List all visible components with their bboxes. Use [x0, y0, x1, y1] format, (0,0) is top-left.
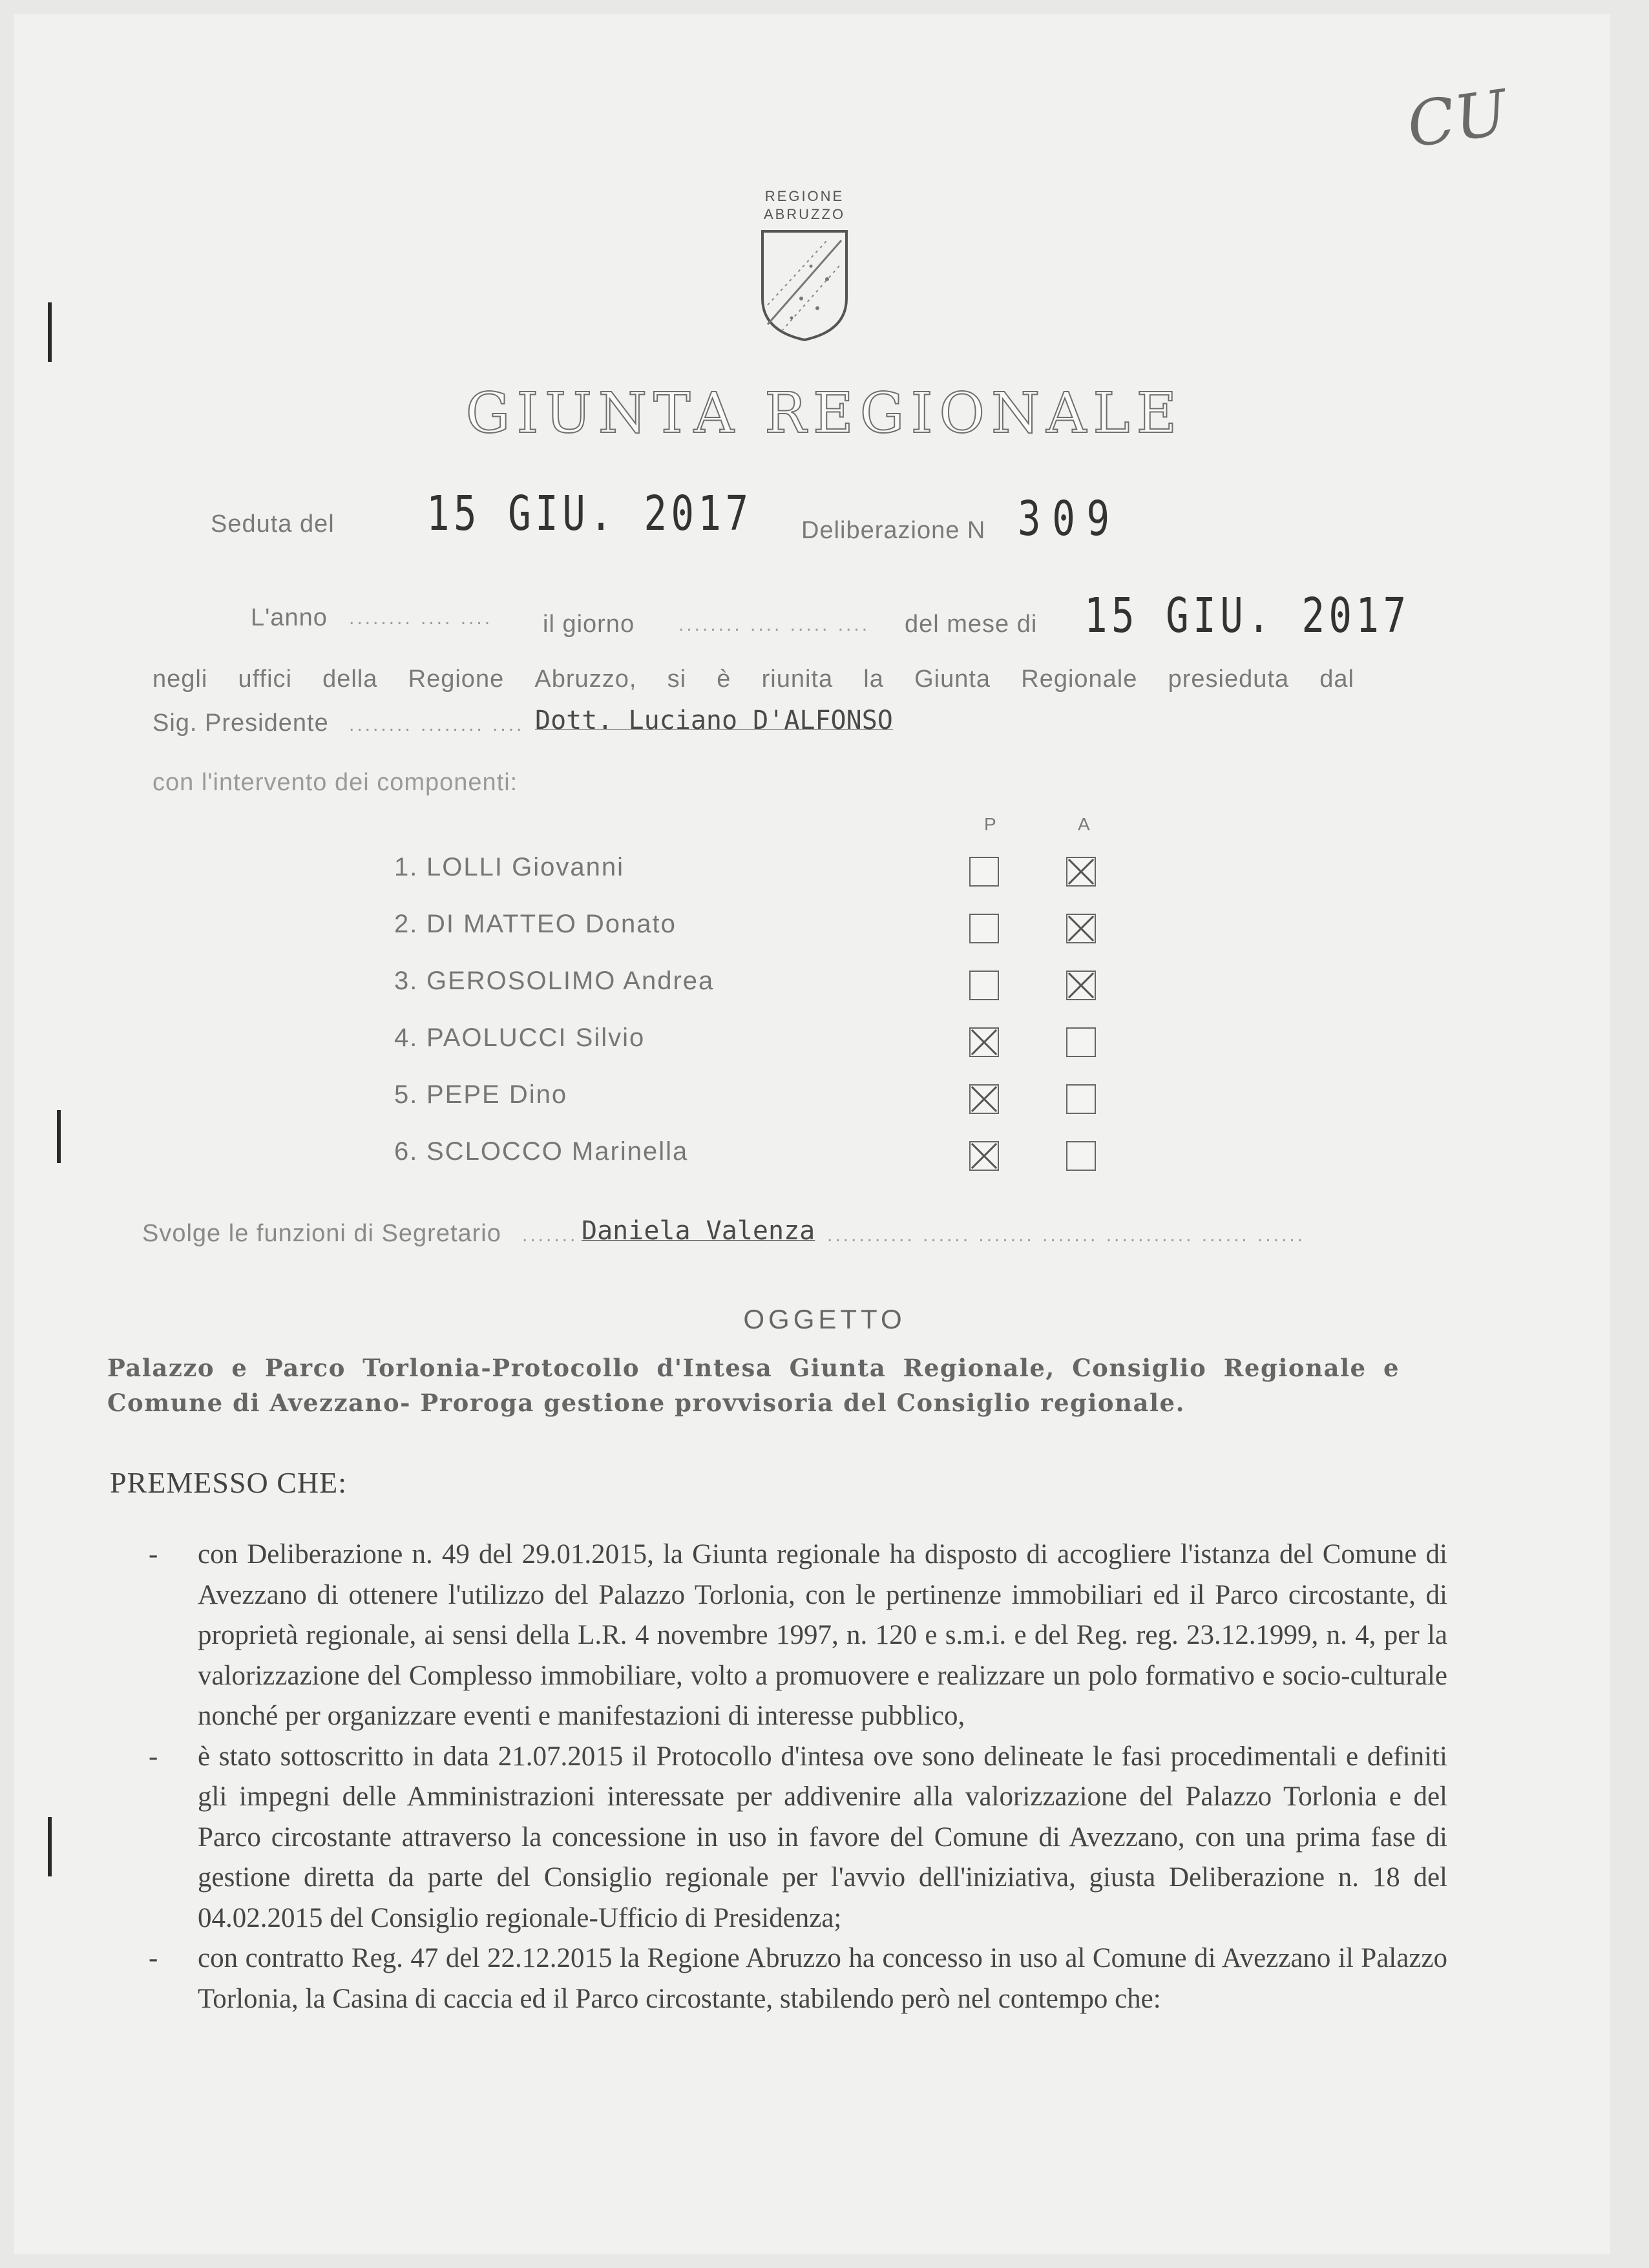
anno-label: L'anno [251, 604, 328, 631]
premesso-heading: PREMESSO CHE: [110, 1466, 348, 1499]
list-item [149, 1737, 1447, 1939]
line2-word: la [863, 666, 884, 693]
regione-abruzzo-emblem [737, 187, 872, 344]
emblem-name-line1: REGIONE [764, 188, 845, 204]
seduta-label: Seduta del [211, 510, 335, 538]
member-row [394, 1137, 1137, 1176]
anno-fill-dots: ........ .... .... [349, 607, 493, 629]
line2-word: della [322, 666, 378, 693]
line2-word: Regione [408, 666, 505, 693]
seduta-date-stamp: 15 GIU. 2017 [426, 486, 753, 541]
member-name: PEPE Dino [426, 1080, 568, 1109]
emblem-name-line2: ABRUZZO [763, 206, 846, 222]
handwritten-corner-mark: CU [1402, 76, 1512, 162]
member-name: PAOLUCCI Silvio [426, 1024, 646, 1052]
list-item-text: con contratto Reg. 47 del 22.12.2015 la Regione Abruzzo ha concesso in uso al Comune di Avezzano il Palazzo Torlonia, la Casina di caccia ed il Parco circostante, stabilendo però nel contempo che: [198, 1943, 1447, 2014]
mese-label: del mese di [905, 611, 1038, 638]
scan-margin-mark [48, 1817, 52, 1876]
deliberazione-number-stamp: 309 [1018, 491, 1121, 547]
premesso-list [149, 1535, 1447, 2019]
segretario-label: Svolge le funzioni di Segretario [142, 1220, 501, 1247]
list-dash: - [149, 1943, 158, 1973]
deliberazione-label: Deliberazione N [801, 517, 986, 544]
list-item-text: con Deliberazione n. 49 del 29.01.2015, la Giunta regionale ha disposto di accogliere l'istanza del Comune di Avezzano di ottenere l'utilizzo del Palazzo Torlonia, con le pertinenze immobiliari ed il Parco circostante, di proprietà regionale, ai sensi della L.R. 4 novembre 1997, n. 120 e s.m.i. e del Reg. reg. 23.12.1999, n. 4, per la valorizzazione del Complesso immobiliare, volto a promuovere e realizzare un polo formativo e socio-culturale nonché per organizzare eventi e manifestazioni di interesse pubblico, [198, 1539, 1447, 1731]
list-item [149, 1535, 1447, 1737]
present-checkbox [969, 971, 999, 1000]
session-date-stamp: 15 GIU. 2017 [1084, 588, 1411, 644]
page-title: GIUNTA REGIONALE [465, 381, 1184, 446]
absent-column-header: A [1078, 814, 1090, 834]
giorno-fill-dots: ........ .... ..... .... [678, 614, 870, 635]
line2-word: è [717, 666, 731, 693]
scan-margin-mark [57, 1110, 61, 1163]
absent-checkbox [1066, 1027, 1096, 1057]
oggetto-subject: Palazzo e Parco Torlonia-Protocollo d'Intesa Giunta Regionale, Consiglio Regionale e Comune di Avezzano- Proroga gestione provvisoria del Consiglio regionale. [107, 1354, 1400, 1417]
line2-word: presieduta [1168, 666, 1290, 693]
member-row [394, 967, 1137, 1005]
line2-word: Giunta [914, 666, 991, 693]
member-row [394, 853, 1137, 892]
member-number: 6. [394, 1137, 419, 1166]
member-name: SCLOCCO Marinella [426, 1137, 689, 1166]
list-dash: - [149, 1741, 158, 1772]
absent-checkbox [1066, 1141, 1096, 1171]
member-number: 4. [394, 1024, 419, 1052]
list-item-text: è stato sottoscritto in data 21.07.2015 il Protocollo d'intesa ove sono delineate le fasi procedimentali e definiti gli impegni delle Amministrazioni interessate per addivenire alla valorizzazione del Palazzo Torlonia e del Parco circostante attraverso la concessione in uso in favore del Comune di Avezzano, con una prima fase di gestione diretta da parte del Consiglio regionale per l'avvio dell'iniziativa, giusta Deliberazione n. 18 del 04.02.2015 del Consiglio regionale-Ufficio di Presidenza; [198, 1741, 1447, 1933]
absent-checkbox [1066, 971, 1096, 1000]
presidente-label: Sig. Presidente [152, 709, 329, 737]
member-number: 2. [394, 910, 419, 938]
presidente-name: Dott. Luciano D'ALFONSO [535, 706, 893, 735]
member-number: 1. [394, 853, 419, 881]
segretario-name: Daniela Valenza [582, 1216, 815, 1246]
member-name: LOLLI Giovanni [426, 853, 624, 881]
member-name: DI MATTEO Donato [426, 910, 677, 938]
list-item [149, 1938, 1447, 2019]
line2-word: Regionale [1021, 666, 1138, 693]
present-checkbox [969, 1084, 999, 1114]
coat-of-arms-icon [756, 227, 853, 344]
line2-word: negli [152, 666, 208, 693]
member-row [394, 1024, 1137, 1062]
line2-word: uffici [238, 666, 292, 693]
segretario-fill-dots: ....... [522, 1224, 578, 1246]
oggetto-heading: OGGETTO [743, 1304, 906, 1334]
member-row [394, 1080, 1137, 1119]
absent-checkbox [1066, 857, 1096, 887]
present-checkbox [969, 914, 999, 943]
present-checkbox [969, 1141, 999, 1171]
line2-word: riunita [761, 666, 834, 693]
member-number: 5. [394, 1080, 419, 1109]
scan-margin-mark [48, 302, 52, 362]
absent-checkbox [1066, 914, 1096, 943]
segretario-trailing-dots: ........... ...... ....... ....... ........... ...... ...... [827, 1224, 1306, 1246]
session-line2 [152, 666, 1354, 693]
presidente-fill-dots: ........ ........ .... [349, 714, 525, 735]
line2-word: si [667, 666, 687, 693]
present-column-header: P [984, 814, 996, 834]
present-checkbox [969, 1027, 999, 1057]
line2-word: dal [1319, 666, 1354, 693]
intervento-label: con l'intervento dei componenti: [152, 769, 518, 796]
giorno-label: il giorno [543, 611, 635, 638]
line2-word: Abruzzo, [534, 666, 637, 693]
member-number: 3. [394, 967, 419, 995]
list-dash: - [149, 1539, 158, 1570]
member-row [394, 910, 1137, 949]
member-name: GEROSOLIMO Andrea [426, 967, 715, 995]
present-checkbox [969, 857, 999, 887]
absent-checkbox [1066, 1084, 1096, 1114]
